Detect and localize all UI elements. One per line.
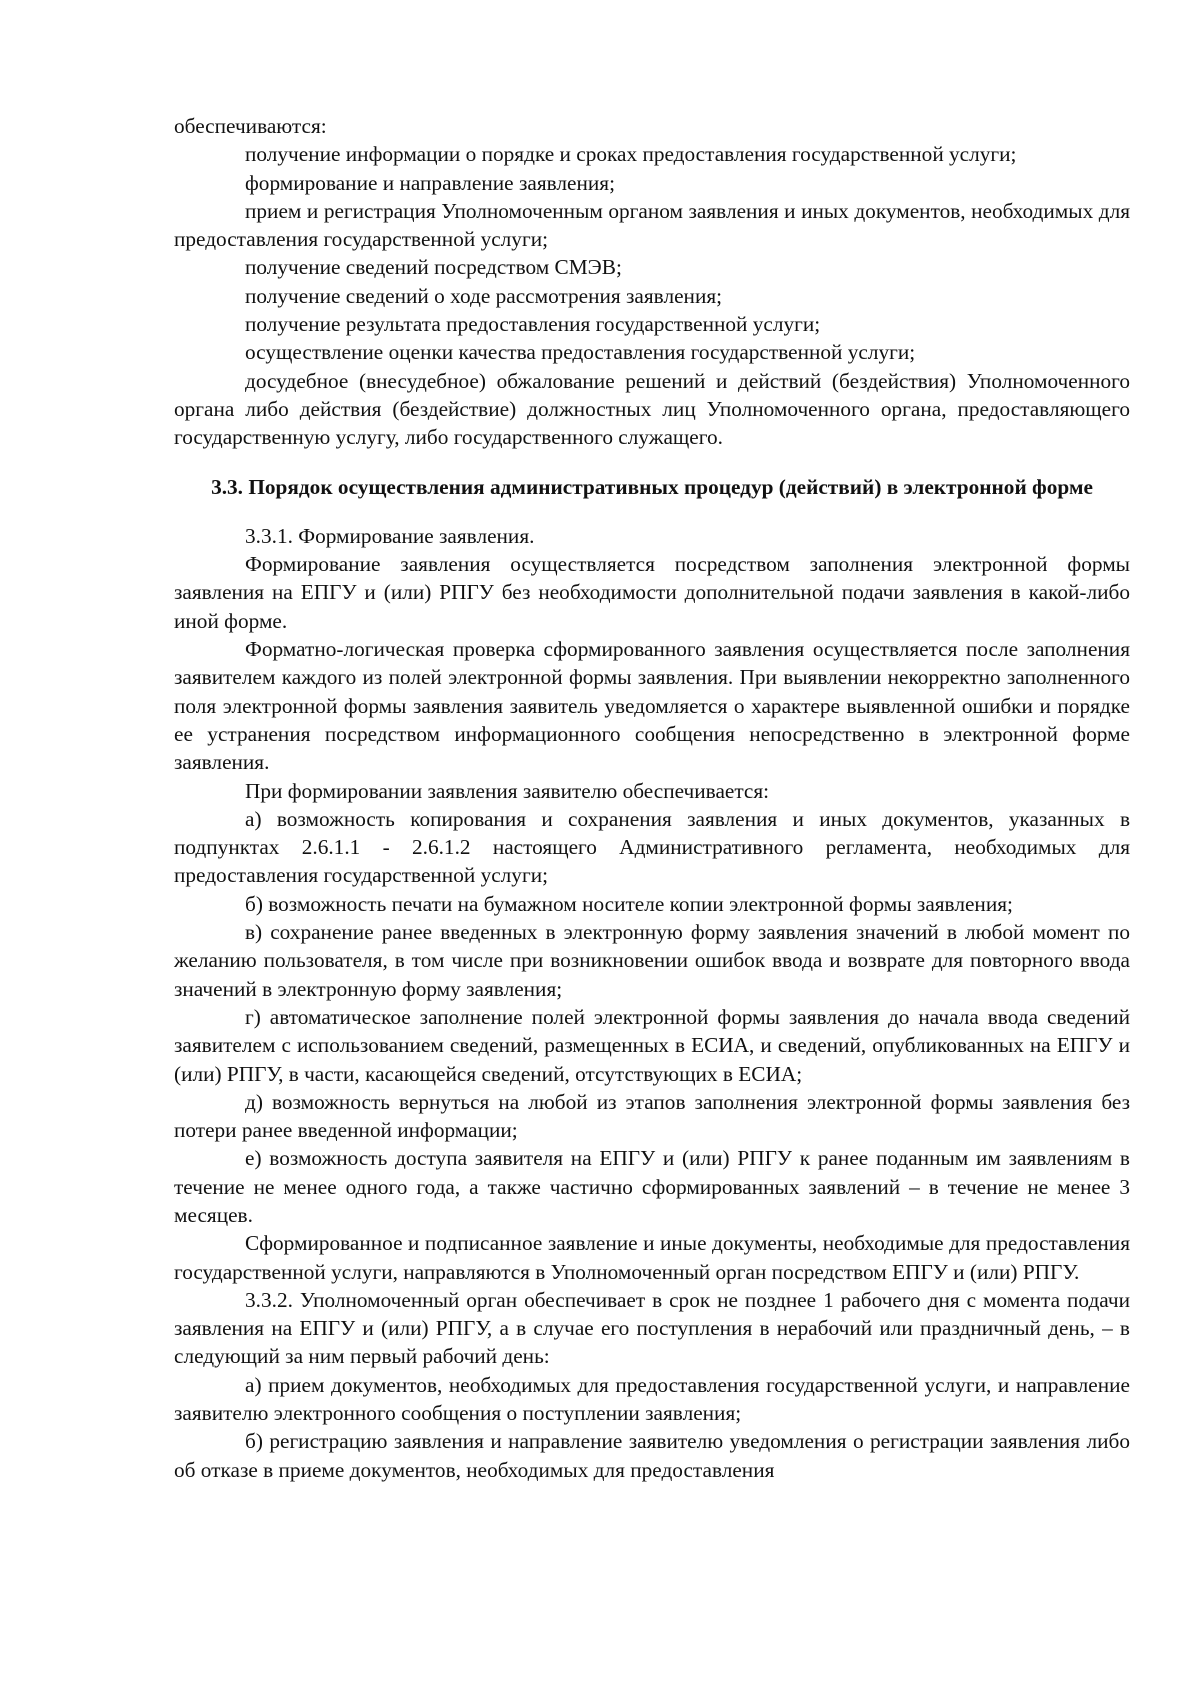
paragraph: а) возможность копирования и сохранения заявления и иных документов, указанных в подпунктах 2.6.1.1 - 2.6.1.2 настоящего Административного регламента, необходимых для предоставления государственной услуги;	[174, 806, 1130, 888]
paragraph: 3.3.1. Формирование заявления.	[245, 523, 535, 548]
paragraph: б) регистрацию заявления и направление заявителю уведомления о регистрации заявления либо об отказе в приеме документов, необходимых для предоставления	[174, 1429, 1130, 1482]
paragraph: а) прием документов, необходимых для предоставления государственной услуги, и направление заявителю электронного сообщения о поступлении заявления;	[174, 1372, 1130, 1426]
paragraph: д) возможность вернуться на любой из этапов заполнения электронной формы заявления без потери ранее введенной информации;	[174, 1089, 1130, 1143]
paragraph: Формирование заявления осуществляется посредством заполнения электронной формы заявления на ЕПГУ и (или) РПГУ без необходимости дополнительной подачи заявления в какой-либо иной форме.	[174, 552, 1130, 633]
list-item: получение информации о порядке и сроках предоставления государственной услуги;	[245, 142, 1017, 167]
paragraph: б) возможность печати на бумажном носителе копии электронной формы заявления;	[245, 891, 1013, 916]
paragraph: Форматно-логическая проверка сформированного заявления осуществляется после заполнения заявителем каждого из полей электронной формы заявления. При выявлении некорректно заполненного поля электронной формы заявления заявитель уведомляется о характере выявленной ошибки и порядке ее устранения посредством информационного сообщения непосредственно в электронной форме заявления.	[174, 637, 1130, 775]
list-item: прием и регистрация Уполномоченным органом заявления и иных документов, необходимых для предоставления государственной услуги;	[174, 198, 1130, 252]
list-item: досудебное (внесудебное) обжалование решений и действий (бездействия) Уполномоченного органа либо действия (бездействие) должностных лиц Уполномоченного органа, предоставляющего государственную услугу, либо государственного служащего.	[174, 368, 1130, 450]
paragraph: е) возможность доступа заявителя на ЕПГУ и (или) РПГУ к ранее поданным им заявлениям в течение не менее одного года, а также частично сформированных заявлений – в течение не менее 3 месяцев.	[174, 1146, 1130, 1227]
intro-line: обеспечиваются:	[174, 114, 327, 138]
list-item: осуществление оценки качества предоставления государственной услуги;	[245, 340, 916, 365]
list-item: получение сведений о ходе рассмотрения заявления;	[245, 283, 723, 308]
section-heading: 3.3. Порядок осуществления административных процедур (действий) в электронной форме	[211, 474, 1093, 499]
paragraph: г) автоматическое заполнение полей электронной формы заявления до начала ввода сведений заявителем с использованием сведений, размещенных в ЕСИА, и сведений, опубликованных на ЕПГУ и (или) РПГУ, в части, касающейся сведений, отсутствующих в ЕСИА;	[174, 1004, 1130, 1086]
list-item: получение сведений посредством СМЭВ;	[245, 255, 622, 280]
list-item: получение результата предоставления государственной услуги;	[245, 312, 821, 337]
paragraph: 3.3.2. Уполномоченный орган обеспечивает в срок не позднее 1 рабочего дня с момента подачи заявления на ЕПГУ и (или) РПГУ, а в случае его поступления в нерабочий или праздничный день, – в следующий за ним первый рабочий день:	[174, 1287, 1130, 1369]
document-page	[174, 112, 1130, 1484]
paragraph: При формировании заявления заявителю обеспечивается:	[245, 778, 770, 803]
paragraph: Сформированное и подписанное заявление и иные документы, необходимые для предоставления государственной услуги, направляются в Уполномоченный орган посредством ЕПГУ и (или) РПГУ.	[174, 1231, 1130, 1284]
paragraph: в) сохранение ранее введенных в электронную форму заявления значений в любой момент по желанию пользователя, в том числе при возникновении ошибок ввода и возврате для повторного ввода значений в электронную форму заявления;	[174, 920, 1130, 1001]
list-item: формирование и направление заявления;	[245, 170, 615, 195]
